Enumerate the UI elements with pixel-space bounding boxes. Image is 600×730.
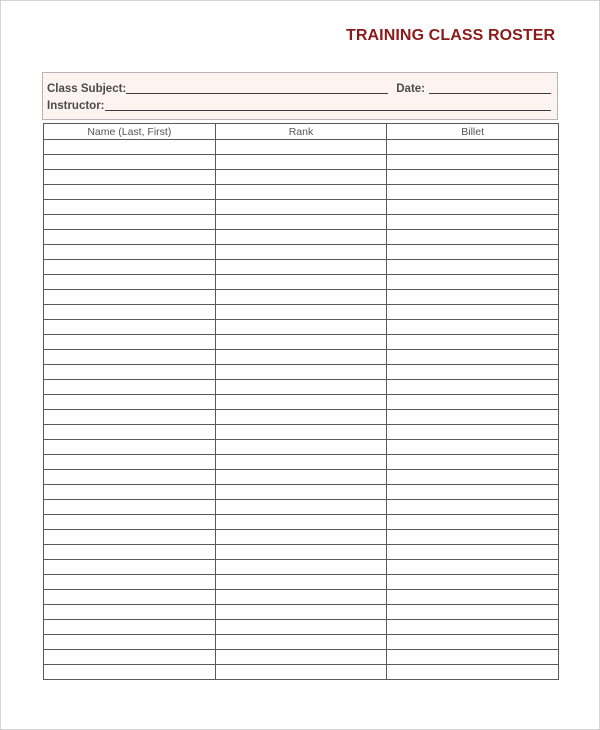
table-row — [44, 395, 559, 410]
date-label: Date: — [396, 83, 426, 95]
rank-cell[interactable] — [215, 605, 387, 620]
table-row — [44, 650, 559, 665]
billet-cell[interactable] — [387, 350, 559, 365]
table-row — [44, 260, 559, 275]
class-subject-field[interactable] — [126, 82, 388, 94]
billet-cell[interactable] — [387, 335, 559, 350]
table-row — [44, 455, 559, 470]
billet-cell[interactable] — [387, 230, 559, 245]
billet-cell[interactable] — [387, 305, 559, 320]
billet-cell[interactable] — [387, 605, 559, 620]
table-row — [44, 305, 559, 320]
table-row — [44, 200, 559, 215]
rank-cell[interactable] — [215, 200, 387, 215]
billet-cell[interactable] — [387, 560, 559, 575]
rank-cell[interactable] — [215, 590, 387, 605]
rank-cell[interactable] — [215, 395, 387, 410]
rank-cell[interactable] — [215, 245, 387, 260]
name-cell[interactable] — [44, 365, 216, 380]
name-cell[interactable] — [44, 230, 216, 245]
billet-cell[interactable] — [387, 140, 559, 155]
name-cell[interactable] — [44, 485, 216, 500]
billet-cell[interactable] — [387, 200, 559, 215]
billet-cell[interactable] — [387, 620, 559, 635]
name-cell[interactable] — [44, 635, 216, 650]
name-cell[interactable] — [44, 500, 216, 515]
billet-cell[interactable] — [387, 545, 559, 560]
table-row — [44, 410, 559, 425]
table-row — [44, 245, 559, 260]
table-row — [44, 155, 559, 170]
rank-cell[interactable] — [215, 650, 387, 665]
name-cell[interactable] — [44, 275, 216, 290]
rank-cell[interactable] — [215, 545, 387, 560]
rank-cell[interactable] — [215, 185, 387, 200]
billet-cell[interactable] — [387, 485, 559, 500]
rank-cell[interactable] — [215, 215, 387, 230]
name-cell[interactable] — [44, 440, 216, 455]
table-row — [44, 665, 559, 680]
name-cell[interactable] — [44, 545, 216, 560]
table-row — [44, 350, 559, 365]
table-row — [44, 335, 559, 350]
billet-cell[interactable] — [387, 665, 559, 680]
name-cell[interactable] — [44, 170, 216, 185]
table-row — [44, 485, 559, 500]
billet-cell[interactable] — [387, 500, 559, 515]
name-cell[interactable] — [44, 395, 216, 410]
rank-cell[interactable] — [215, 575, 387, 590]
rank-cell[interactable] — [215, 485, 387, 500]
billet-cell[interactable] — [387, 455, 559, 470]
billet-cell[interactable] — [387, 155, 559, 170]
table-row — [44, 140, 559, 155]
class-info-box — [42, 72, 558, 120]
rank-cell[interactable] — [215, 635, 387, 650]
table-row — [44, 425, 559, 440]
roster-header-row — [44, 124, 559, 140]
name-cell[interactable] — [44, 620, 216, 635]
billet-cell[interactable] — [387, 395, 559, 410]
roster-table — [43, 123, 559, 680]
name-cell[interactable] — [44, 590, 216, 605]
class-subject-label: Class Subject: — [47, 83, 127, 95]
name-cell[interactable] — [44, 605, 216, 620]
table-row — [44, 560, 559, 575]
column-header-name: Name (Last, First) — [44, 124, 216, 140]
rank-cell[interactable] — [215, 380, 387, 395]
table-row — [44, 620, 559, 635]
billet-cell[interactable] — [387, 380, 559, 395]
rank-cell[interactable] — [215, 560, 387, 575]
rank-cell[interactable] — [215, 410, 387, 425]
table-row — [44, 170, 559, 185]
name-cell[interactable] — [44, 200, 216, 215]
rank-cell[interactable] — [215, 170, 387, 185]
table-row — [44, 230, 559, 245]
rank-cell[interactable] — [215, 275, 387, 290]
table-row — [44, 575, 559, 590]
rank-cell[interactable] — [215, 365, 387, 380]
name-cell[interactable] — [44, 410, 216, 425]
name-cell[interactable] — [44, 575, 216, 590]
billet-cell[interactable] — [387, 635, 559, 650]
name-cell[interactable] — [44, 155, 216, 170]
billet-cell[interactable] — [387, 260, 559, 275]
rank-cell[interactable] — [215, 155, 387, 170]
rank-cell[interactable] — [215, 620, 387, 635]
name-cell[interactable] — [44, 470, 216, 485]
billet-cell[interactable] — [387, 470, 559, 485]
roster-body — [44, 140, 559, 680]
date-field[interactable] — [429, 82, 551, 94]
billet-cell[interactable] — [387, 215, 559, 230]
rank-cell[interactable] — [215, 350, 387, 365]
column-header-rank: Rank — [215, 124, 387, 140]
name-cell[interactable] — [44, 215, 216, 230]
name-cell[interactable] — [44, 515, 216, 530]
name-cell[interactable] — [44, 425, 216, 440]
name-cell[interactable] — [44, 380, 216, 395]
rank-cell[interactable] — [215, 230, 387, 245]
rank-cell[interactable] — [215, 500, 387, 515]
billet-cell[interactable] — [387, 245, 559, 260]
table-row — [44, 290, 559, 305]
table-row — [44, 275, 559, 290]
rank-cell[interactable] — [215, 260, 387, 275]
billet-cell[interactable] — [387, 515, 559, 530]
rank-cell[interactable] — [215, 530, 387, 545]
column-header-billet: Billet — [387, 124, 559, 140]
billet-cell[interactable] — [387, 650, 559, 665]
name-cell[interactable] — [44, 185, 216, 200]
rank-cell[interactable] — [215, 425, 387, 440]
info-row-subject-date — [47, 80, 551, 95]
billet-cell[interactable] — [387, 185, 559, 200]
name-cell[interactable] — [44, 335, 216, 350]
name-cell[interactable] — [44, 320, 216, 335]
billet-cell[interactable] — [387, 425, 559, 440]
info-row-instructor — [47, 97, 551, 112]
table-row — [44, 365, 559, 380]
document-title: TRAINING CLASS ROSTER — [346, 27, 556, 44]
name-cell[interactable] — [44, 650, 216, 665]
rank-cell[interactable] — [215, 440, 387, 455]
billet-cell[interactable] — [387, 530, 559, 545]
rank-cell[interactable] — [215, 335, 387, 350]
billet-cell[interactable] — [387, 275, 559, 290]
billet-cell[interactable] — [387, 575, 559, 590]
billet-cell[interactable] — [387, 365, 559, 380]
name-cell[interactable] — [44, 350, 216, 365]
instructor-label: Instructor: — [47, 100, 105, 112]
table-row — [44, 545, 559, 560]
name-cell[interactable] — [44, 305, 216, 320]
table-row — [44, 605, 559, 620]
name-cell[interactable] — [44, 290, 216, 305]
name-cell[interactable] — [44, 260, 216, 275]
table-row — [44, 635, 559, 650]
table-row — [44, 530, 559, 545]
table-row — [44, 590, 559, 605]
billet-cell[interactable] — [387, 440, 559, 455]
rank-cell[interactable] — [215, 470, 387, 485]
rank-cell[interactable] — [215, 515, 387, 530]
name-cell[interactable] — [44, 560, 216, 575]
table-row — [44, 380, 559, 395]
instructor-field[interactable] — [105, 99, 552, 111]
rank-cell[interactable] — [215, 665, 387, 680]
billet-cell[interactable] — [387, 320, 559, 335]
table-row — [44, 440, 559, 455]
billet-cell[interactable] — [387, 590, 559, 605]
billet-cell[interactable] — [387, 290, 559, 305]
rank-cell[interactable] — [215, 140, 387, 155]
rank-cell[interactable] — [215, 305, 387, 320]
billet-cell[interactable] — [387, 170, 559, 185]
billet-cell[interactable] — [387, 410, 559, 425]
name-cell[interactable] — [44, 140, 216, 155]
rank-cell[interactable] — [215, 290, 387, 305]
name-cell[interactable] — [44, 530, 216, 545]
table-row — [44, 470, 559, 485]
name-cell[interactable] — [44, 665, 216, 680]
table-row — [44, 185, 559, 200]
table-row — [44, 320, 559, 335]
rank-cell[interactable] — [215, 455, 387, 470]
name-cell[interactable] — [44, 455, 216, 470]
table-row — [44, 215, 559, 230]
table-row — [44, 515, 559, 530]
rank-cell[interactable] — [215, 320, 387, 335]
name-cell[interactable] — [44, 245, 216, 260]
table-row — [44, 500, 559, 515]
